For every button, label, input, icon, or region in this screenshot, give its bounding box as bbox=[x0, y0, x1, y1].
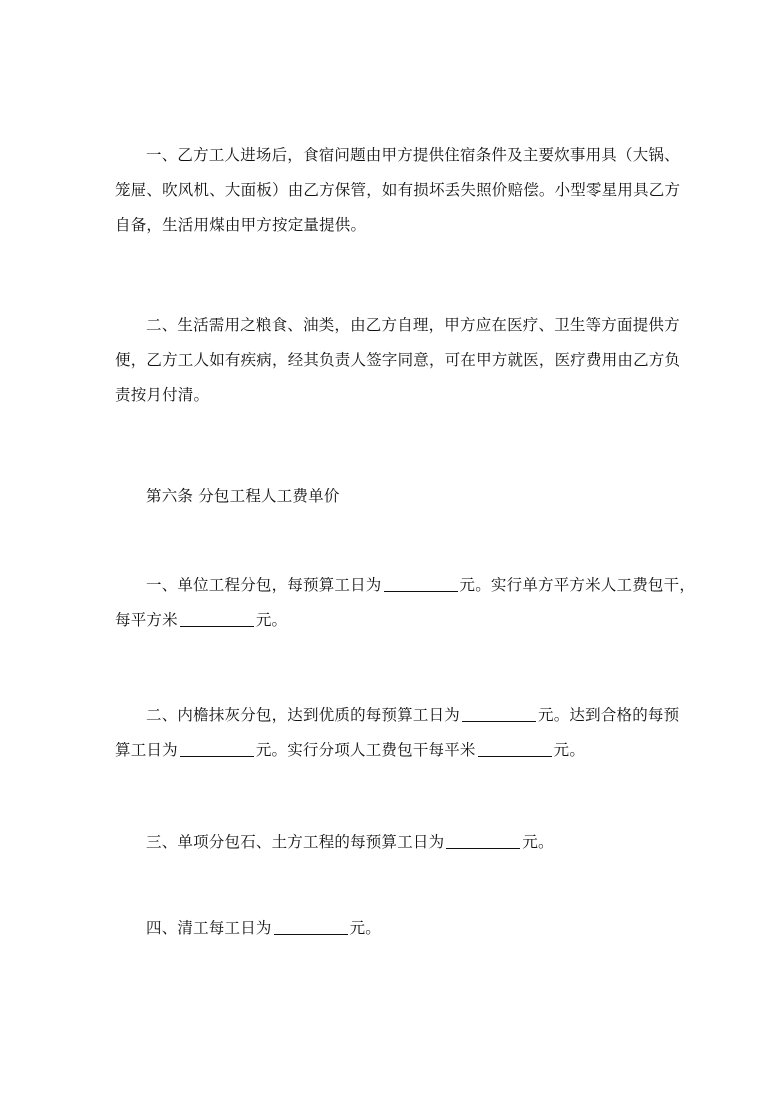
text-fragment: 元。达到合格的每预 bbox=[538, 706, 680, 724]
section-heading bbox=[115, 479, 694, 514]
text-fragment: 算工日为 bbox=[115, 741, 178, 759]
text-line bbox=[115, 603, 694, 638]
text-fragment: 元。 bbox=[553, 741, 586, 759]
text-line bbox=[146, 698, 694, 733]
text-line: 便，乙方工人如有疾病，经其负责人签字同意，可在甲方就医，医疗费用由乙方负 bbox=[115, 351, 681, 369]
text-fragment: 元。 bbox=[349, 919, 382, 937]
text-fragment: 元。 bbox=[522, 833, 554, 851]
text-fragment: 元。 bbox=[255, 611, 288, 629]
text-line: 二、生活需用之粮食、油类，由乙方自理，甲方应在医疗、卫生等方面提供方 bbox=[146, 316, 680, 334]
text-fragment: 元。实行分项人工费包干每平米 bbox=[255, 741, 476, 759]
text-fragment: 二、内檐抹灰分包，达到优质的每预算工日为 bbox=[146, 706, 461, 724]
text-fragment: 一、单位工程分包，每预算工日为 bbox=[146, 576, 382, 594]
text-line bbox=[146, 825, 694, 860]
text-line: 一、乙方工人进场后，食宿问题由甲方提供住宿条件及主要炊事用具（大锅、 bbox=[146, 146, 680, 164]
text-fragment: 三、单项分包石、土方工程的每预算工日为 bbox=[146, 833, 445, 851]
text-line: 责按月付清。 bbox=[115, 386, 210, 404]
text-line: 自备，生活用煤由甲方按定量提供。 bbox=[115, 216, 367, 234]
paragraph-earthwork bbox=[115, 825, 694, 860]
text-line bbox=[146, 911, 694, 946]
text-fragment: 每平方米 bbox=[115, 611, 178, 629]
fill-in-blank[interactable] bbox=[446, 847, 520, 849]
fill-in-blank[interactable] bbox=[478, 755, 552, 757]
paragraph-plastering bbox=[115, 698, 694, 768]
text-fragment: 元。实行单方平方米人工费包干， bbox=[459, 576, 696, 594]
text-line bbox=[146, 568, 694, 603]
text-line: 笼屉、吹风机、大面板）由乙方保管，如有损坏丢失照价赔偿。小型零星用具乙方 bbox=[115, 181, 681, 199]
fill-in-blank[interactable] bbox=[384, 590, 458, 592]
text-fragment: 四、清工每工日为 bbox=[146, 919, 272, 937]
paragraph-living-needs bbox=[115, 308, 694, 413]
text-line bbox=[115, 733, 694, 768]
fill-in-blank[interactable] bbox=[180, 625, 254, 627]
paragraph-cleaning bbox=[115, 911, 694, 946]
fill-in-blank[interactable] bbox=[462, 720, 536, 722]
paragraph-unit-contract bbox=[115, 568, 694, 638]
fill-in-blank[interactable] bbox=[274, 933, 348, 935]
section-title: 第六条 分包工程人工费单价 bbox=[146, 487, 340, 505]
fill-in-blank[interactable] bbox=[180, 755, 254, 757]
paragraph-lodging bbox=[115, 138, 694, 243]
